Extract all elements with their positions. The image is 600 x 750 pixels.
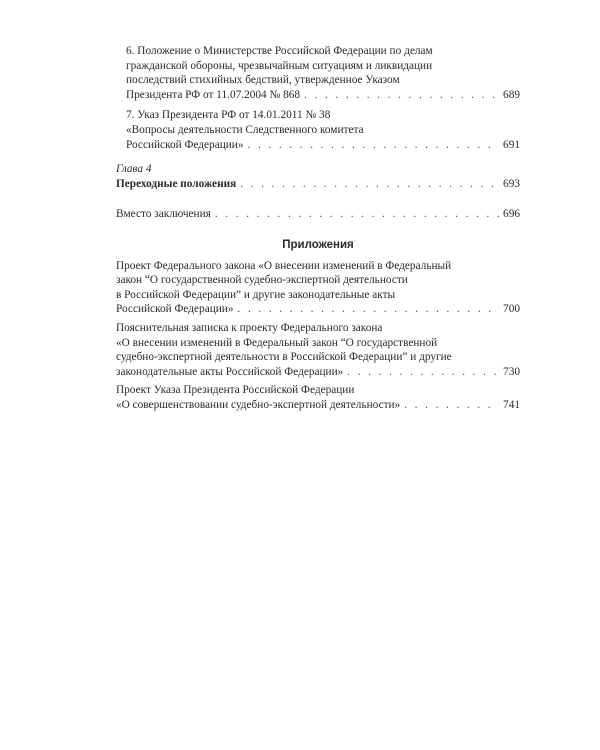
dot-leader	[304, 88, 499, 103]
toc-entry-line: судебно-экспертной деятельности в Российской Федерации” и другие	[116, 351, 452, 364]
dot-leader	[404, 398, 499, 413]
toc-entry-line: в Российской Федерации” и другие законодательные акты	[116, 288, 396, 301]
page-number: 700	[503, 303, 520, 316]
toc-entry-chapter-4[interactable]	[116, 177, 520, 192]
toc-entry-line: Проект Федерального закона «О внесении изменений в Федеральный	[116, 259, 452, 272]
toc-entry-line: «Вопросы деятельности Следственного комитета	[126, 123, 364, 136]
dot-leader	[248, 138, 500, 153]
toc-entry-line: Российской Федерации»	[126, 138, 244, 151]
dot-leader	[238, 302, 500, 317]
toc-entry-appendix-2[interactable]	[116, 321, 520, 379]
page-number: 689	[503, 88, 520, 101]
dot-leader	[215, 207, 499, 222]
dot-leader	[347, 365, 499, 380]
appendices-heading: Приложения	[282, 238, 354, 251]
toc-entry-7[interactable]	[116, 108, 520, 152]
toc-entry-line: 7. Указ Президента РФ от 14.01.2011 № 38	[126, 109, 331, 122]
conclusion-title: Вместо заключения	[116, 208, 211, 221]
toc-entry-line: «О внесении изменений в Федеральный закон “О государственной	[116, 336, 438, 349]
table-of-contents	[116, 44, 520, 412]
page-number: 693	[503, 177, 520, 190]
dot-leader	[240, 177, 499, 192]
toc-entry-line: Проект Указа Президента Российской Федерации	[116, 384, 355, 397]
toc-entry-line: гражданской обороны, чрезвычайным ситуациям и ликвидации	[126, 59, 433, 72]
chapter-title: Переходные положения	[116, 177, 237, 190]
page-number: 741	[503, 398, 520, 411]
toc-entry-6[interactable]	[116, 44, 520, 102]
toc-entry-line: «О совершенствовании судебно-экспертной деятельности»	[116, 398, 401, 411]
toc-entry-line: последствий стихийных бедствий, утвержденное Указом	[126, 74, 400, 87]
toc-entry-appendix-3[interactable]	[116, 383, 520, 412]
toc-entry-line: Пояснительная записка к проекту Федерального закона	[116, 321, 383, 334]
toc-entry-line: Российской Федерации»	[116, 303, 234, 316]
toc-entry-line: Президента РФ от 11.07.2004 № 868	[126, 88, 301, 101]
toc-entry-appendix-1[interactable]	[116, 259, 520, 317]
toc-entry-line: законодательные акты Российской Федерации»	[116, 365, 344, 378]
toc-entry-conclusion[interactable]	[116, 207, 520, 222]
toc-entry-line: закон “О государственной судебно-экспертной деятельности	[116, 274, 408, 287]
page-number: 691	[503, 138, 520, 151]
toc-entry-line: 6. Положение о Министерстве Российской Федерации по делам	[126, 45, 433, 57]
chapter-label: Глава 4	[116, 163, 152, 176]
page-number: 730	[503, 365, 520, 378]
page-number: 696	[503, 208, 520, 221]
